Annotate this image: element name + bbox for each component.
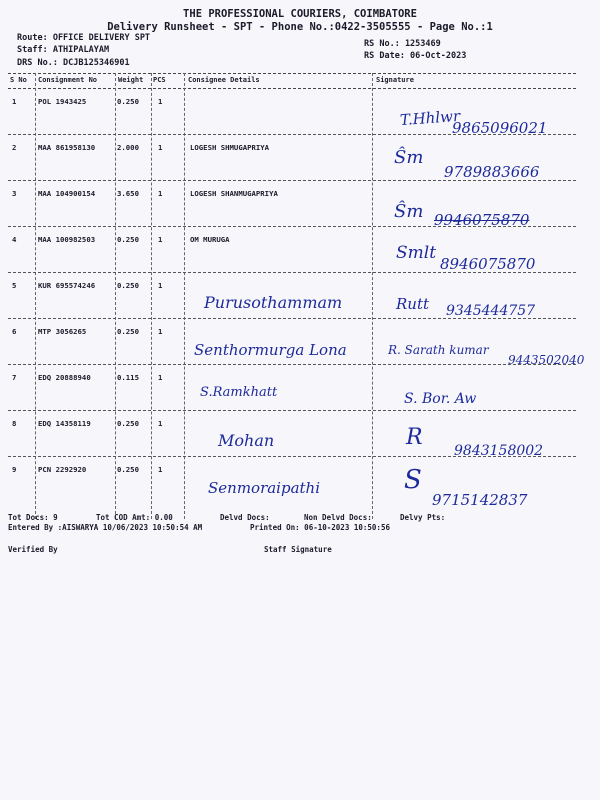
handwritten-phone: 9843158002 xyxy=(454,443,544,459)
company-name: THE PROFESSIONAL COURIERS, COIMBATORE xyxy=(183,8,417,20)
row-consignment: MAA 100982503 xyxy=(38,235,96,244)
row-consignee: LOGESH SHANMUGAPRIYA xyxy=(190,189,278,198)
col-header-signature: Signature xyxy=(376,76,414,84)
row-consignment: PCN 2292920 xyxy=(38,465,87,474)
row-consignment: MAA 861958130 xyxy=(38,143,96,152)
total-docs: Tot Docs: 9 xyxy=(8,513,58,522)
table-row xyxy=(8,411,576,457)
table-row xyxy=(8,365,576,411)
row-consignment: MTP 3056265 xyxy=(38,327,87,336)
row-sno: 4 xyxy=(12,235,17,244)
row-weight: 0.250 xyxy=(117,419,139,428)
row-pcs: 1 xyxy=(158,189,163,198)
col-header-weight: Weight xyxy=(118,76,144,84)
handwritten-signature: Rutt xyxy=(396,295,430,313)
handwritten-phone: 9946075870 xyxy=(434,211,530,229)
row-sno: 6 xyxy=(12,327,17,336)
handwritten-consignee: Senthormurga Lona xyxy=(194,341,347,359)
row-weight: 2.000 xyxy=(117,143,139,152)
row-sno: 3 xyxy=(12,189,17,198)
row-sno: 1 xyxy=(12,97,17,106)
handwritten-phone: 9443502040 xyxy=(508,353,585,367)
table-row xyxy=(8,319,585,367)
row-sno: 9 xyxy=(12,465,17,474)
row-pcs: 1 xyxy=(158,373,163,382)
row-pcs: 1 xyxy=(158,235,163,244)
col-header-consignment: Consignment No xyxy=(38,76,98,84)
handwritten-signature: T.Hhlwr xyxy=(399,106,461,130)
row-sno: 2 xyxy=(12,143,17,152)
row-pcs: 1 xyxy=(158,465,163,474)
non-delivered-docs: Non Delvd Docs: xyxy=(304,513,372,522)
row-pcs: 1 xyxy=(158,143,163,152)
handwritten-signature: Ŝm xyxy=(394,147,424,168)
printed-on: Printed On: 06-10-2023 10:50:56 xyxy=(250,523,390,532)
row-consignment: KUR 695574246 xyxy=(38,281,96,290)
handwritten-phone: 9345444757 xyxy=(446,303,536,319)
row-pcs: 1 xyxy=(158,281,163,290)
staff-signature-label: Staff Signature xyxy=(264,545,332,554)
table-row xyxy=(8,273,576,319)
row-pcs: 1 xyxy=(158,327,163,336)
row-consignee: OM MURUGA xyxy=(190,235,230,244)
handwritten-phone: 9789883666 xyxy=(444,163,540,181)
handwritten-phone: 8946075870 xyxy=(440,255,536,273)
col-header-sno: S No xyxy=(10,76,27,84)
table-header xyxy=(8,73,576,89)
row-weight: 0.250 xyxy=(117,97,139,106)
table-row xyxy=(8,89,576,135)
row-pcs: 1 xyxy=(158,419,163,428)
handwritten-consignee: Mohan xyxy=(218,431,275,450)
handwritten-phone: 9865096021 xyxy=(452,119,548,137)
row-sno: 7 xyxy=(12,373,17,382)
row-sno: 5 xyxy=(12,281,17,290)
entered-by: Entered By :AISWARYA 10/06/2023 10:50:54 AM xyxy=(8,523,203,532)
rs-number: RS No.: 1253469 xyxy=(364,39,441,49)
table-row xyxy=(8,457,576,509)
row-weight: 0.250 xyxy=(117,327,139,336)
staff-label: Staff: ATHIPALAYAM xyxy=(17,45,110,55)
row-consignment: EDQ 14358119 xyxy=(38,419,91,428)
delivery-points: Delvy Pts: xyxy=(400,513,446,522)
total-cod-amount: Tot COD Amt: 0.00 xyxy=(96,513,173,522)
row-consignment: EDQ 20888940 xyxy=(38,373,91,382)
drs-number: DRS No.: DCJB125346901 xyxy=(17,58,130,68)
route-label: Route: OFFICE DELIVERY SPT xyxy=(17,33,151,43)
rs-date: RS Date: 06-Oct-2023 xyxy=(364,51,467,61)
table-row xyxy=(8,181,576,227)
handwritten-signature: R. Sarath kumar xyxy=(388,343,489,357)
col-header-consignee: Consignee Details xyxy=(188,76,260,84)
row-weight: 0.250 xyxy=(117,281,139,290)
row-weight: 0.250 xyxy=(117,235,139,244)
row-weight: 0.115 xyxy=(117,373,139,382)
handwritten-signature: Smlt xyxy=(396,243,437,263)
handwritten-phone: 9715142837 xyxy=(432,491,528,509)
handwritten-signature: S xyxy=(404,465,422,495)
table-row xyxy=(8,135,576,181)
row-weight: 0.250 xyxy=(117,465,139,474)
row-pcs: 1 xyxy=(158,97,163,106)
row-consignee: LOGESH SHMUGAPRIYA xyxy=(190,143,270,152)
row-weight: 3.650 xyxy=(117,189,139,198)
handwritten-consignee: S.Ramkhatt xyxy=(200,385,278,400)
row-consignment: MAA 104900154 xyxy=(38,189,96,198)
delivered-docs: Delvd Docs: xyxy=(220,513,270,522)
row-sno: 8 xyxy=(12,419,17,428)
table-row xyxy=(8,227,576,273)
handwritten-consignee: Purusothammam xyxy=(204,293,343,312)
runsheet-title: Delivery Runsheet - SPT - Phone No.:0422-3505555 - Page No.:1 xyxy=(107,21,493,33)
col-header-pcs: PCS xyxy=(153,76,166,84)
verified-by-label: Verified By xyxy=(8,545,58,554)
handwritten-consignee: Senmoraipathi xyxy=(208,479,321,497)
row-consignment: POL 1943425 xyxy=(38,97,87,106)
handwritten-signature: Ŝm xyxy=(394,201,424,222)
handwritten-signature: S. Bor. Aw xyxy=(404,391,477,407)
handwritten-signature: R xyxy=(406,425,423,450)
